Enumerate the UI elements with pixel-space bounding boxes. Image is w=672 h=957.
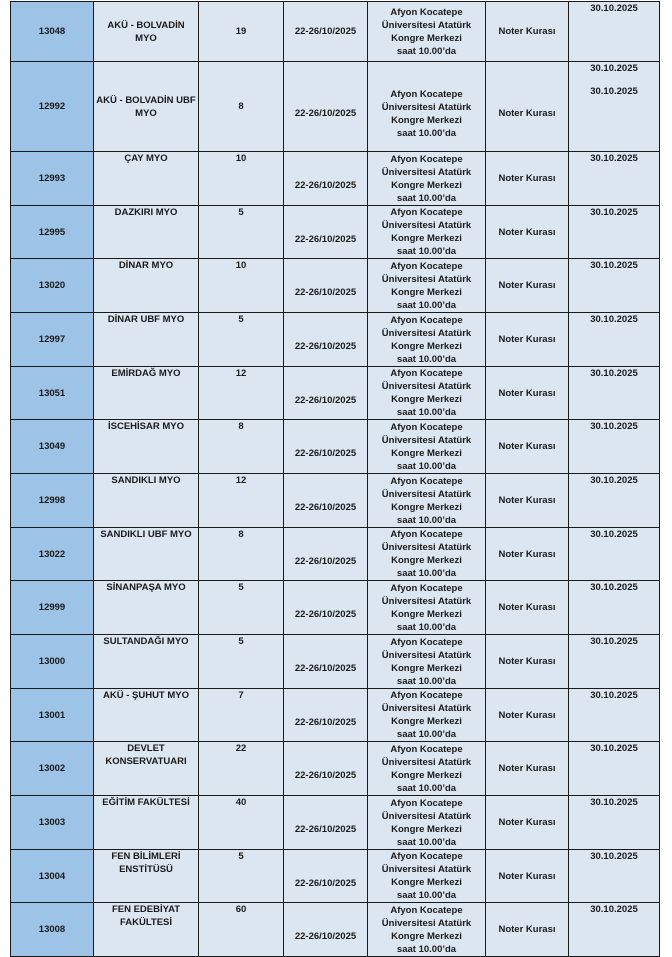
cell-count: 7 (199, 689, 284, 742)
cell-code: 13020 (11, 259, 94, 313)
cell-venue (368, 528, 486, 581)
cell-venue (368, 742, 486, 796)
result-date: 30.10.2025 (590, 86, 638, 97)
table-row (11, 689, 660, 742)
cell-venue (368, 313, 486, 367)
venue-line: Üniversitesi Atatürk (381, 488, 472, 500)
cell-dates: 22-26/10/2025 (284, 2, 368, 62)
venue-line: Üniversitesi Atatürk (381, 101, 472, 113)
venue-line: Afyon Kocatepe (390, 153, 463, 165)
cell-dates: 22-26/10/2025 (284, 528, 368, 581)
cell-method: Noter Kurası (486, 206, 569, 259)
venue-line: Kongre Merkezi (391, 394, 462, 405)
cell-count: 8 (199, 420, 284, 474)
cell-result-dates (569, 742, 660, 796)
cell-unit: DAZKIRI MYO (94, 206, 199, 259)
schedule-table-body (11, 2, 660, 957)
cell-venue (368, 474, 486, 528)
venue-line: saat 10.00’da (396, 192, 457, 204)
cell-result-dates (569, 313, 660, 367)
venue-line: saat 10.00’da (396, 729, 457, 740)
cell-result-dates (569, 903, 660, 957)
cell-code: 13051 (11, 367, 94, 420)
venue-line: Kongre Merkezi (391, 32, 462, 44)
venue-line: Üniversitesi Atatürk (381, 542, 472, 553)
cell-dates: 22-26/10/2025 (284, 367, 368, 420)
schedule-table (10, 1, 660, 957)
result-date: 30.10.2025 (590, 63, 638, 74)
venue-line: Afyon Kocatepe (390, 797, 463, 809)
cell-count: 22 (199, 742, 284, 796)
cell-venue (368, 903, 486, 957)
cell-method: Noter Kurası (486, 2, 569, 62)
cell-dates: 22-26/10/2025 (284, 206, 368, 259)
venue-line: Afyon Kocatepe (390, 421, 463, 433)
cell-result-dates (569, 367, 660, 420)
venue-line: saat 10.00’da (396, 353, 457, 365)
cell-code: 13048 (11, 2, 94, 62)
cell-count: 8 (199, 528, 284, 581)
cell-result-dates (569, 152, 660, 206)
venue-line: saat 10.00’da (396, 836, 457, 848)
result-date: 30.10.2025 (590, 260, 638, 271)
cell-result-dates (569, 420, 660, 474)
cell-result-dates (569, 528, 660, 581)
venue-line: Afyon Kocatepe (390, 851, 463, 862)
cell-unit: FEN BİLİMLERİ ENSTİTÜSÜ (94, 850, 199, 903)
cell-dates: 22-26/10/2025 (284, 313, 368, 367)
venue-line: Üniversitesi Atatürk (381, 756, 472, 768)
cell-result-dates (569, 796, 660, 850)
venue-line: saat 10.00’da (396, 45, 457, 57)
venue-line: Afyon Kocatepe (390, 582, 463, 594)
cell-count: 5 (199, 850, 284, 903)
table-row (11, 367, 660, 420)
result-date: 30.10.2025 (590, 3, 638, 14)
table-row (11, 259, 660, 313)
cell-code: 13008 (11, 903, 94, 957)
cell-venue (368, 689, 486, 742)
cell-count: 5 (199, 581, 284, 635)
cell-code: 12995 (11, 206, 94, 259)
venue-line: Üniversitesi Atatürk (381, 166, 472, 178)
cell-venue (368, 259, 486, 313)
cell-method: Noter Kurası (486, 474, 569, 528)
cell-method: Noter Kurası (486, 850, 569, 903)
cell-venue (368, 152, 486, 206)
result-date: 30.10.2025 (590, 153, 638, 164)
venue-line: Afyon Kocatepe (390, 368, 463, 379)
cell-code: 13001 (11, 689, 94, 742)
venue-line: Afyon Kocatepe (390, 88, 463, 100)
cell-dates: 22-26/10/2025 (284, 581, 368, 635)
venue-line: Üniversitesi Atatürk (381, 381, 472, 392)
cell-method: Noter Kurası (486, 367, 569, 420)
cell-unit: DİNAR MYO (94, 259, 199, 313)
venue-line: Kongre Merkezi (391, 716, 462, 727)
venue-line: Kongre Merkezi (391, 501, 462, 513)
cell-count: 5 (199, 206, 284, 259)
cell-venue (368, 62, 486, 152)
cell-result-dates (569, 850, 660, 903)
cell-code: 13003 (11, 796, 94, 850)
cell-method: Noter Kurası (486, 152, 569, 206)
cell-unit: SANDIKLI UBF MYO (94, 528, 199, 581)
venue-line: Kongre Merkezi (391, 608, 462, 620)
venue-line: saat 10.00’da (396, 299, 457, 311)
venue-line: saat 10.00’da (396, 943, 457, 955)
cell-count: 10 (199, 259, 284, 313)
cell-dates: 22-26/10/2025 (284, 635, 368, 689)
venue-line: Afyon Kocatepe (390, 207, 463, 218)
cell-dates: 22-26/10/2025 (284, 689, 368, 742)
cell-code: 12993 (11, 152, 94, 206)
cell-result-dates (569, 62, 660, 152)
cell-count: 5 (199, 313, 284, 367)
cell-code: 13000 (11, 635, 94, 689)
venue-line: Kongre Merkezi (391, 662, 462, 674)
cell-dates: 22-26/10/2025 (284, 903, 368, 957)
cell-code: 12999 (11, 581, 94, 635)
cell-unit: SİNANPAŞA MYO (94, 581, 199, 635)
venue-line: Kongre Merkezi (391, 447, 462, 459)
table-row (11, 581, 660, 635)
cell-result-dates (569, 2, 660, 62)
cell-venue (368, 206, 486, 259)
cell-count: 5 (199, 635, 284, 689)
venue-line: Afyon Kocatepe (390, 904, 463, 916)
cell-venue (368, 635, 486, 689)
cell-count: 10 (199, 152, 284, 206)
cell-unit: EMİRDAĞ MYO (94, 367, 199, 420)
result-date: 30.10.2025 (590, 421, 638, 432)
venue-line: saat 10.00’da (396, 514, 457, 526)
cell-count: 40 (199, 796, 284, 850)
venue-line: Kongre Merkezi (391, 340, 462, 352)
cell-unit: SANDIKLI MYO (94, 474, 199, 528)
cell-unit: EĞİTİM FAKÜLTESİ (94, 796, 199, 850)
result-date: 30.10.2025 (590, 690, 638, 701)
cell-dates: 22-26/10/2025 (284, 152, 368, 206)
cell-code: 12998 (11, 474, 94, 528)
cell-method: Noter Kurası (486, 259, 569, 313)
table-row (11, 742, 660, 796)
cell-dates: 22-26/10/2025 (284, 850, 368, 903)
venue-line: saat 10.00’da (396, 460, 457, 472)
result-date: 30.10.2025 (590, 797, 638, 808)
venue-line: Üniversitesi Atatürk (381, 19, 472, 31)
result-date: 30.10.2025 (590, 636, 638, 647)
cell-count: 8 (199, 62, 284, 152)
cell-code: 13002 (11, 742, 94, 796)
venue-line: Kongre Merkezi (391, 930, 462, 942)
cell-dates: 22-26/10/2025 (284, 259, 368, 313)
cell-unit: İSCEHİSAR MYO (94, 420, 199, 474)
table-row (11, 420, 660, 474)
cell-venue (368, 850, 486, 903)
cell-venue (368, 2, 486, 62)
table-row (11, 850, 660, 903)
table-row (11, 152, 660, 206)
cell-method: Noter Kurası (486, 903, 569, 957)
table-row (11, 2, 660, 62)
cell-result-dates (569, 689, 660, 742)
venue-line: Afyon Kocatepe (390, 743, 463, 755)
cell-venue (368, 367, 486, 420)
venue-line: Kongre Merkezi (391, 179, 462, 191)
venue-line: saat 10.00’da (396, 675, 457, 687)
table-row (11, 313, 660, 367)
venue-line: Afyon Kocatepe (390, 260, 463, 272)
cell-dates: 22-26/10/2025 (284, 474, 368, 528)
cell-unit: AKÜ - BOLVADİN UBF MYO (94, 62, 199, 152)
venue-line: Kongre Merkezi (391, 233, 462, 244)
table-row (11, 903, 660, 957)
cell-count: 12 (199, 474, 284, 528)
venue-line: Kongre Merkezi (391, 823, 462, 835)
cell-result-dates (569, 259, 660, 313)
venue-line: Üniversitesi Atatürk (381, 810, 472, 822)
table-row (11, 528, 660, 581)
venue-line: Üniversitesi Atatürk (381, 220, 472, 231)
cell-count: 60 (199, 903, 284, 957)
venue-line: Kongre Merkezi (391, 114, 462, 126)
table-row (11, 62, 660, 152)
cell-method: Noter Kurası (486, 796, 569, 850)
venue-line: Üniversitesi Atatürk (381, 327, 472, 339)
cell-dates: 22-26/10/2025 (284, 62, 368, 152)
cell-code: 12992 (11, 62, 94, 152)
venue-line: saat 10.00’da (396, 782, 457, 794)
venue-line: Kongre Merkezi (391, 286, 462, 298)
cell-method: Noter Kurası (486, 62, 569, 152)
venue-line: Üniversitesi Atatürk (381, 434, 472, 446)
cell-code: 13004 (11, 850, 94, 903)
venue-line: Afyon Kocatepe (390, 636, 463, 648)
cell-unit: ÇAY MYO (94, 152, 199, 206)
result-date: 30.10.2025 (590, 743, 638, 754)
cell-result-dates (569, 581, 660, 635)
result-date: 30.10.2025 (590, 904, 638, 915)
venue-line: Üniversitesi Atatürk (381, 864, 472, 875)
cell-count: 12 (199, 367, 284, 420)
cell-result-dates (569, 474, 660, 528)
venue-line: Üniversitesi Atatürk (381, 595, 472, 607)
venue-line: Afyon Kocatepe (390, 314, 463, 326)
cell-venue (368, 581, 486, 635)
venue-line: Afyon Kocatepe (390, 690, 463, 701)
cell-code: 12997 (11, 313, 94, 367)
cell-unit: SULTANDAĞI MYO (94, 635, 199, 689)
venue-line: Üniversitesi Atatürk (381, 917, 472, 929)
venue-line: Üniversitesi Atatürk (381, 703, 472, 714)
venue-line: Üniversitesi Atatürk (381, 649, 472, 661)
cell-method: Noter Kurası (486, 742, 569, 796)
cell-code: 13049 (11, 420, 94, 474)
cell-dates: 22-26/10/2025 (284, 796, 368, 850)
cell-dates: 22-26/10/2025 (284, 742, 368, 796)
cell-dates: 22-26/10/2025 (284, 420, 368, 474)
result-date: 30.10.2025 (590, 475, 638, 486)
cell-code: 13022 (11, 528, 94, 581)
venue-line: saat 10.00’da (396, 407, 457, 418)
result-date: 30.10.2025 (590, 368, 638, 379)
table-row (11, 796, 660, 850)
venue-line: saat 10.00’da (396, 568, 457, 579)
venue-line: Afyon Kocatepe (390, 529, 463, 540)
cell-unit: FEN EDEBİYAT FAKÜLTESİ (94, 903, 199, 957)
cell-method: Noter Kurası (486, 689, 569, 742)
venue-line: saat 10.00’da (396, 246, 457, 257)
cell-unit: DEVLET KONSERVATUARI (94, 742, 199, 796)
cell-venue (368, 420, 486, 474)
venue-line: Kongre Merkezi (391, 877, 462, 888)
cell-method: Noter Kurası (486, 635, 569, 689)
cell-result-dates (569, 206, 660, 259)
cell-method: Noter Kurası (486, 581, 569, 635)
result-date: 30.10.2025 (590, 207, 638, 218)
table-row (11, 474, 660, 528)
result-date: 30.10.2025 (590, 851, 638, 862)
table-row (11, 635, 660, 689)
result-date: 30.10.2025 (590, 582, 638, 593)
cell-unit: AKÜ - BOLVADİN MYO (94, 2, 199, 62)
result-date: 30.10.2025 (590, 314, 638, 325)
cell-result-dates (569, 635, 660, 689)
venue-line: saat 10.00’da (396, 127, 457, 139)
venue-line: Afyon Kocatepe (390, 6, 463, 18)
venue-line: Afyon Kocatepe (390, 475, 463, 487)
cell-venue (368, 796, 486, 850)
venue-line: Kongre Merkezi (391, 769, 462, 781)
table-row (11, 206, 660, 259)
cell-count: 19 (199, 2, 284, 62)
venue-line: Üniversitesi Atatürk (381, 273, 472, 285)
cell-method: Noter Kurası (486, 528, 569, 581)
cell-method: Noter Kurası (486, 313, 569, 367)
result-date: 30.10.2025 (590, 529, 638, 540)
cell-unit: DİNAR UBF MYO (94, 313, 199, 367)
venue-line: saat 10.00’da (396, 621, 457, 633)
venue-line: saat 10.00’da (396, 890, 457, 901)
cell-unit: AKÜ - ŞUHUT MYO (94, 689, 199, 742)
cell-method: Noter Kurası (486, 420, 569, 474)
venue-line: Kongre Merkezi (391, 555, 462, 566)
